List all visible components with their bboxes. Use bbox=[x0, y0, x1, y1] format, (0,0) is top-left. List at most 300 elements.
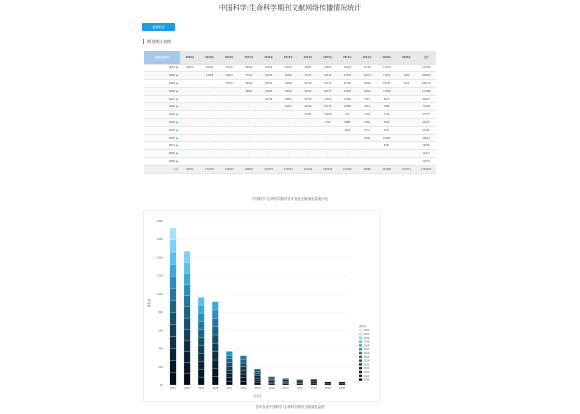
table-cell: 40433 bbox=[200, 64, 220, 72]
table-cell: 16958 bbox=[338, 64, 358, 72]
row-year-label: 2009 bbox=[168, 159, 175, 163]
table-cell: - bbox=[219, 158, 239, 166]
table-cell: 96870 bbox=[180, 64, 200, 72]
column-header[interactable]: 2018年 bbox=[219, 51, 239, 64]
bar-segment bbox=[282, 381, 288, 382]
bar-segment bbox=[198, 305, 204, 313]
bar-segment bbox=[240, 363, 246, 367]
row-year bbox=[144, 72, 180, 80]
row-year bbox=[144, 95, 180, 103]
chart-link-icon[interactable]: ▣ bbox=[175, 89, 178, 93]
bar-segment bbox=[240, 367, 246, 371]
bar-segment bbox=[254, 380, 260, 382]
table-cell: - bbox=[180, 134, 200, 142]
row-year bbox=[144, 80, 180, 88]
table-row bbox=[144, 158, 436, 166]
bar-segment bbox=[268, 382, 274, 383]
bar-segment bbox=[184, 262, 190, 273]
table-cell: - bbox=[200, 150, 220, 158]
table-cell: 11718 bbox=[357, 64, 377, 72]
legend-label: 2011 bbox=[363, 371, 370, 374]
legend-swatch bbox=[359, 348, 362, 350]
column-header[interactable]: 2013年 bbox=[318, 51, 338, 64]
y-tick-label: 40k bbox=[158, 347, 163, 351]
table-cell bbox=[397, 150, 417, 158]
table-cell: - bbox=[219, 95, 239, 103]
bar-segment bbox=[212, 318, 218, 326]
bar-segment bbox=[198, 313, 204, 321]
bar-segment bbox=[339, 383, 345, 385]
table-cell: - bbox=[180, 142, 200, 150]
y-tick-label: 120k bbox=[156, 274, 163, 278]
table-cell: 9396 bbox=[357, 134, 377, 142]
legend-label: 2021 bbox=[363, 333, 370, 336]
legend-swatch bbox=[359, 359, 362, 361]
bar-segment bbox=[212, 343, 218, 351]
table-cell: - bbox=[259, 103, 279, 111]
legend-swatch bbox=[359, 333, 362, 335]
bar-segment bbox=[170, 228, 176, 240]
legend-swatch bbox=[359, 352, 362, 354]
table-cell: 19021 bbox=[416, 134, 436, 142]
bar-segment bbox=[240, 381, 246, 385]
table-cell bbox=[397, 103, 417, 111]
table-cell: 23772 bbox=[318, 80, 338, 88]
table-cell: 26523 bbox=[298, 87, 318, 95]
table-cell: - bbox=[180, 72, 200, 80]
legend-swatch bbox=[359, 356, 362, 358]
table-cell: - bbox=[298, 119, 318, 127]
table-cell: 6888 bbox=[338, 119, 358, 127]
x-tick-label: 2014 bbox=[268, 387, 275, 390]
table-cell: - bbox=[180, 87, 200, 95]
chart-link-icon[interactable]: ▣ bbox=[175, 152, 178, 156]
legend-swatch bbox=[359, 367, 362, 369]
table-cell bbox=[397, 64, 417, 72]
table-cell: 18474 bbox=[357, 72, 377, 80]
bar-segment bbox=[226, 381, 232, 385]
bar-segment bbox=[254, 371, 260, 373]
total-cell: 179567 bbox=[278, 165, 298, 173]
y-tick-label: 0k bbox=[159, 384, 163, 387]
table-row bbox=[144, 80, 436, 88]
bar-segment bbox=[212, 310, 218, 318]
legend-label: 2013 bbox=[363, 363, 370, 367]
table-cell: - bbox=[278, 111, 298, 119]
table-cell: - bbox=[219, 142, 239, 150]
table-cell: 28460 bbox=[239, 64, 259, 72]
bar-segment bbox=[184, 307, 190, 318]
legend-label: 2009 bbox=[363, 378, 370, 382]
bar-segment bbox=[268, 381, 274, 382]
table-cell: - bbox=[239, 95, 259, 103]
bar-segment bbox=[198, 329, 204, 337]
bar-segment bbox=[212, 352, 218, 360]
row-year bbox=[144, 150, 180, 158]
legend-swatch bbox=[359, 371, 362, 373]
table-cell: - bbox=[377, 150, 397, 158]
table-cell: - bbox=[259, 111, 279, 119]
table-cell: 12417 bbox=[416, 150, 436, 158]
table-cell: - bbox=[278, 126, 298, 134]
table-cell: 4253 bbox=[357, 103, 377, 111]
table-cell: - bbox=[219, 126, 239, 134]
bar-segment bbox=[170, 312, 176, 324]
bar-segment bbox=[212, 302, 218, 310]
table-cell: 28775 bbox=[318, 87, 338, 95]
table-cell bbox=[397, 142, 417, 150]
bar-segment bbox=[170, 264, 176, 276]
table-cell: - bbox=[278, 119, 298, 127]
y-tick-label: 140k bbox=[156, 256, 163, 260]
y-axis-label: 浏览量 bbox=[147, 298, 151, 308]
table-cell: 26216 bbox=[318, 72, 338, 80]
legend-label: 2010 bbox=[363, 374, 370, 378]
table-cell bbox=[397, 111, 417, 119]
total-cell: 152930 bbox=[200, 165, 220, 173]
column-header[interactable]: 2012年 bbox=[338, 51, 358, 64]
bar-segment bbox=[325, 382, 331, 384]
row-year bbox=[144, 111, 180, 119]
y-tick-label: 180k bbox=[156, 220, 163, 223]
column-header[interactable]: 2015年 bbox=[278, 51, 298, 64]
table-cell: - bbox=[259, 134, 279, 142]
legend-label: 2016 bbox=[363, 352, 370, 355]
table-cell bbox=[397, 119, 417, 127]
table-cell: - bbox=[239, 119, 259, 127]
table-cell: - bbox=[219, 134, 239, 142]
table-cell: 29335 bbox=[259, 72, 279, 80]
table-cell: 86914 bbox=[416, 95, 436, 103]
bar-segment bbox=[170, 240, 176, 252]
bar-segment bbox=[184, 352, 190, 363]
table-cell: - bbox=[259, 150, 279, 158]
table-cell: - bbox=[180, 111, 200, 119]
bar-segment bbox=[170, 361, 176, 373]
table-cell: - bbox=[219, 119, 239, 127]
table-cell: 18071 bbox=[298, 64, 318, 72]
table-cell: 17240 bbox=[377, 72, 397, 80]
table-cell: - bbox=[357, 158, 377, 166]
table-cell: - bbox=[200, 87, 220, 95]
table-cell: - bbox=[200, 126, 220, 134]
bar-segment bbox=[268, 379, 274, 380]
table-cell: - bbox=[180, 158, 200, 166]
bar-segment bbox=[212, 327, 218, 335]
legend-title: 浏览年 bbox=[359, 325, 367, 328]
chart-link-icon[interactable]: ▣ bbox=[175, 120, 178, 124]
table-cell: - bbox=[180, 119, 200, 127]
chart-link-icon[interactable]: ▣ bbox=[175, 128, 178, 132]
table-cell: 7031 bbox=[357, 126, 377, 134]
table-cell: - bbox=[338, 142, 358, 150]
bar-segment bbox=[184, 363, 190, 374]
table-cell bbox=[397, 126, 417, 134]
table-cell: - bbox=[180, 80, 200, 88]
column-header[interactable]: 2011年 bbox=[357, 51, 377, 64]
bar-segment bbox=[170, 276, 176, 288]
x-tick-label: 2010 bbox=[324, 387, 331, 390]
table-cell: - bbox=[298, 142, 318, 150]
table-cell: 24178 bbox=[259, 95, 279, 103]
table-cell: - bbox=[200, 142, 220, 150]
table-cell: - bbox=[219, 111, 239, 119]
bar-segment bbox=[268, 378, 274, 379]
row-year-label: 2018 bbox=[168, 89, 175, 93]
table-cell: 472509 bbox=[416, 64, 436, 72]
table-cell: 7880 bbox=[377, 103, 397, 111]
table-header-row bbox=[144, 51, 436, 64]
total-cell: 162294 bbox=[298, 165, 318, 173]
table-row bbox=[144, 126, 436, 134]
bar-segment bbox=[170, 349, 176, 361]
table-cell: - bbox=[259, 126, 279, 134]
table-row bbox=[144, 103, 436, 111]
table-cell: - bbox=[239, 103, 259, 111]
table-cell: 171489 bbox=[416, 87, 436, 95]
table-row bbox=[144, 64, 436, 72]
bar-segment bbox=[240, 359, 246, 363]
table-cell: 37215 bbox=[239, 72, 259, 80]
row-year-label: 2016 bbox=[168, 105, 175, 109]
legend-swatch bbox=[359, 344, 362, 346]
chart-container bbox=[143, 210, 381, 402]
bar-segment bbox=[170, 337, 176, 349]
table-cell: 7128 bbox=[377, 111, 397, 119]
table-cell: 8461 bbox=[377, 142, 397, 150]
chart-link-icon[interactable]: ▣ bbox=[175, 113, 178, 117]
table-cell: 23337 bbox=[298, 72, 318, 80]
chart-link-icon[interactable]: ▣ bbox=[175, 105, 178, 109]
table-cell: 26506 bbox=[259, 64, 279, 72]
column-header[interactable]: 2016年 bbox=[259, 51, 279, 64]
bar-segment bbox=[311, 383, 317, 385]
y-tick-label: 100k bbox=[156, 292, 163, 296]
total-cell: 157990 bbox=[338, 165, 358, 173]
table-cell: - bbox=[200, 103, 220, 111]
bar-segment bbox=[212, 377, 218, 385]
table-cell: 72189 bbox=[416, 103, 436, 111]
row-year-label: 2010 bbox=[168, 152, 175, 156]
y-tick-label: 80k bbox=[158, 311, 163, 315]
bar-segment bbox=[170, 288, 176, 300]
stacked-bar-chart bbox=[144, 211, 382, 403]
bar-segment bbox=[184, 340, 190, 351]
table-cell: - bbox=[318, 158, 338, 166]
bar-segment bbox=[282, 378, 288, 379]
chart-link-icon[interactable]: ▣ bbox=[175, 97, 178, 101]
chart-link-icon[interactable]: ▣ bbox=[175, 74, 178, 78]
x-tick-label: 2016 bbox=[240, 387, 247, 390]
table-cell: 17458 bbox=[338, 72, 358, 80]
column-header[interactable]: 2009年 bbox=[397, 51, 417, 64]
column-header[interactable]: 2019年 bbox=[200, 51, 220, 64]
table-cell: 28460 bbox=[239, 80, 259, 88]
table-cell: 2879 bbox=[377, 119, 397, 127]
legend-label: 2020 bbox=[363, 336, 370, 340]
table-cell: - bbox=[239, 158, 259, 166]
table-cell: 16809 bbox=[278, 80, 298, 88]
table-cell: - bbox=[259, 142, 279, 150]
legend-label: 2018 bbox=[363, 344, 370, 348]
total-cell: 163678 bbox=[259, 165, 279, 173]
table-cell: 8070 bbox=[377, 95, 397, 103]
table-cell: - bbox=[219, 87, 239, 95]
row-year-label: 2021 bbox=[168, 66, 175, 70]
table-cell: 18440 bbox=[278, 72, 298, 80]
bar-segment bbox=[226, 355, 232, 359]
table-caption: 中国科学:生命科学期刊各年发表文献浏览量统计表 bbox=[252, 197, 328, 201]
legend-label: 2022 bbox=[363, 329, 370, 333]
row-year bbox=[144, 103, 180, 111]
bar-segment bbox=[198, 345, 204, 353]
table-cell: 268940 bbox=[416, 72, 436, 80]
bar-segment bbox=[184, 251, 190, 262]
bar-segment bbox=[240, 374, 246, 378]
chart-link-icon[interactable]: ▣ bbox=[175, 159, 178, 163]
column-header[interactable]: 合计 bbox=[416, 51, 436, 64]
bar-segment bbox=[184, 318, 190, 329]
column-header[interactable]: 2010年 bbox=[377, 51, 397, 64]
table-cell: 21491 bbox=[298, 111, 318, 119]
table-cell: - bbox=[278, 142, 298, 150]
table-cell: - bbox=[200, 134, 220, 142]
table-cell: 7593 bbox=[318, 119, 338, 127]
table-cell: 17990 bbox=[318, 95, 338, 103]
y-tick-label: 20k bbox=[158, 365, 163, 369]
table-cell: - bbox=[239, 150, 259, 158]
chart-link-icon[interactable]: ▣ bbox=[175, 81, 178, 85]
x-tick-label: 2017 bbox=[226, 387, 233, 390]
table-cell: 23755 bbox=[298, 95, 318, 103]
bar-segment bbox=[254, 369, 260, 371]
bar-segment bbox=[240, 370, 246, 374]
chart-link-icon[interactable]: ▣ bbox=[175, 144, 178, 148]
bar-segment bbox=[297, 384, 303, 385]
bar-segment bbox=[325, 383, 331, 385]
table-cell: - bbox=[239, 111, 259, 119]
legend-label: 2017 bbox=[363, 348, 370, 352]
row-year bbox=[144, 158, 180, 166]
table-cell: 14235 bbox=[377, 80, 397, 88]
table-cell: 25136 bbox=[298, 80, 318, 88]
row-year-label: 2014 bbox=[168, 120, 175, 124]
column-header[interactable]: 2014年 bbox=[298, 51, 318, 64]
table-cell: 27068 bbox=[200, 72, 220, 80]
total-label: 合计 bbox=[144, 165, 180, 173]
bar-segment bbox=[226, 359, 232, 363]
stats-table bbox=[144, 51, 436, 193]
table-cell: - bbox=[278, 158, 298, 166]
table-cell: 196110 bbox=[416, 80, 436, 88]
bar-segment bbox=[170, 300, 176, 312]
legend-label: 2015 bbox=[363, 355, 370, 359]
bar-segment bbox=[170, 325, 176, 337]
bar-segment bbox=[226, 378, 232, 382]
row-year bbox=[144, 87, 180, 95]
bar-segment bbox=[212, 360, 218, 368]
row-year bbox=[144, 126, 180, 134]
table-cell: 28421 bbox=[219, 72, 239, 80]
table-cell: - bbox=[180, 150, 200, 158]
row-year bbox=[144, 134, 180, 142]
corner-right-label: 浏览年 bbox=[162, 56, 170, 60]
table-cell: - bbox=[259, 158, 279, 166]
table-cell: - bbox=[200, 119, 220, 127]
column-header[interactable]: 2020年 bbox=[180, 51, 200, 64]
x-tick-label: 2009 bbox=[339, 387, 345, 390]
table-cell: 44623 bbox=[259, 87, 279, 95]
table-cell: - bbox=[298, 150, 318, 158]
chart-link-icon[interactable]: ▣ bbox=[175, 66, 178, 70]
table-cell: 3327 bbox=[377, 126, 397, 134]
table-cell: - bbox=[377, 158, 397, 166]
x-tick-label: 2019 bbox=[198, 387, 205, 390]
table-cell: - bbox=[318, 142, 338, 150]
bar-segment bbox=[184, 273, 190, 284]
bar-segment bbox=[198, 337, 204, 345]
x-tick-label: 2021 bbox=[170, 387, 176, 390]
table-cell: 28004 bbox=[278, 87, 298, 95]
bar-segment bbox=[198, 297, 204, 305]
bar-segment bbox=[254, 374, 260, 376]
chart-link-icon[interactable]: ▣ bbox=[175, 136, 178, 140]
table-cell: - bbox=[357, 142, 377, 150]
total-cell: 96870 bbox=[180, 165, 200, 173]
table-cell: 20862 bbox=[278, 95, 298, 103]
row-year bbox=[144, 142, 180, 150]
download-button[interactable]: 数据报表 bbox=[142, 23, 175, 31]
table-row bbox=[144, 95, 436, 103]
table-cell: - bbox=[318, 134, 338, 142]
table-cell: - bbox=[180, 103, 200, 111]
bar-segment bbox=[282, 380, 288, 381]
table-cell: 20502 bbox=[278, 64, 298, 72]
table-row bbox=[144, 150, 436, 158]
table-cell: 25935 bbox=[219, 80, 239, 88]
table-cell: - bbox=[357, 150, 377, 158]
table-cell: 12805 bbox=[338, 103, 358, 111]
x-tick-label: 2011 bbox=[310, 387, 317, 390]
table-cell: - bbox=[180, 126, 200, 134]
bar-segment bbox=[184, 296, 190, 307]
table-cell: - bbox=[239, 126, 259, 134]
bar-segment bbox=[184, 329, 190, 340]
bar-segment bbox=[311, 379, 317, 381]
table-cell: - bbox=[219, 150, 239, 158]
bar-segment bbox=[240, 378, 246, 382]
table-cell: - bbox=[278, 150, 298, 158]
bar-segment bbox=[311, 381, 317, 383]
bar-segment bbox=[282, 384, 288, 385]
table-cell: - bbox=[338, 150, 358, 158]
table-cell: 14774 bbox=[318, 103, 338, 111]
section-title-table: 期刊统计表格 bbox=[143, 39, 171, 44]
column-header[interactable]: 2017年 bbox=[239, 51, 259, 64]
table-cell: 7953 bbox=[357, 95, 377, 103]
table-cell: - bbox=[200, 111, 220, 119]
x-tick-label: 2020 bbox=[184, 387, 191, 390]
table-row bbox=[144, 72, 436, 80]
table-cell: - bbox=[298, 158, 318, 166]
bar-segment bbox=[198, 369, 204, 377]
table-corner-header bbox=[144, 51, 180, 64]
bar-segment bbox=[226, 370, 232, 374]
bar-segment bbox=[268, 384, 274, 385]
y-tick-label: 60k bbox=[158, 329, 163, 333]
table-cell: - bbox=[239, 134, 259, 142]
row-year-label: 2012 bbox=[168, 136, 175, 140]
